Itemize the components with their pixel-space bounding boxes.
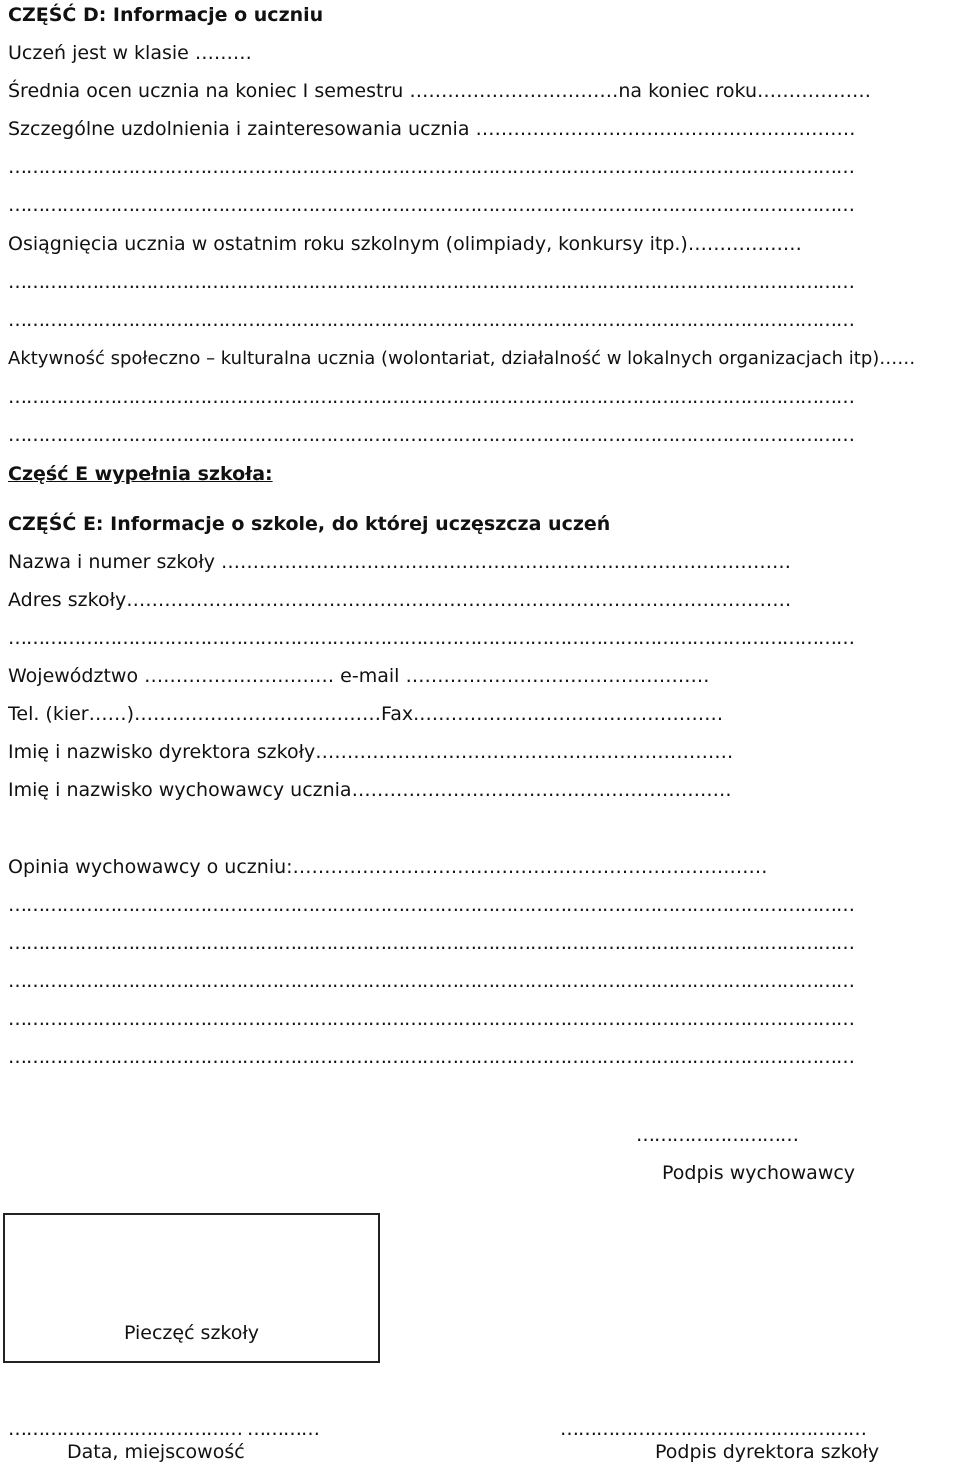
talents-field[interactable]: Szczególne uzdolnienia i zainteresowania ucznia …………………………………………………… [8,118,856,140]
director-name-field[interactable]: Imię i nazwisko dyrektora szkoły………………………………………………………… [8,741,734,763]
director-signature-line[interactable]: …………………………………………… [560,1418,866,1440]
achievements-field[interactable]: Osiągnięcia ucznia w ostatnim roku szkolnym (olimpiady, konkursy itp.)……………… [8,233,802,255]
opinion-dots-line[interactable]: …………………………………………………………………………………………………………………………… [8,970,854,992]
tutor-signature-line[interactable]: ……………………… [636,1124,798,1146]
school-stamp-label: Pieczęć szkoły [123,1322,260,1344]
opinion-dots-line[interactable]: …………………………………………………………………………………………………………………………… [8,932,854,954]
opinion-dots-line[interactable]: …………………………………………………………………………………………………………………………… [8,894,854,916]
activity-dots-2[interactable]: …………………………………………………………………………………………………………………………… [8,424,854,446]
part-d-heading: CZĘŚĆ D: Informacje o uczniu [8,4,324,26]
class-field[interactable]: Uczeń jest w klasie ……… [8,42,252,64]
opinion-field[interactable]: Opinia wychowawcy o uczniu:………………………………………………………………… [8,856,768,878]
talents-dots-1[interactable]: …………………………………………………………………………………………………………………………… [8,156,854,178]
activity-dots-1[interactable]: …………………………………………………………………………………………………………………………… [8,386,854,408]
opinion-dots-line[interactable]: …………………………………………………………………………………………………………………………… [8,1046,854,1068]
date-place-line[interactable]: ………………………………… ………… [8,1418,320,1440]
tutor-name-field[interactable]: Imię i nazwisko wychowawcy ucznia…………………………………………………… [8,779,732,801]
part-e-note: Część E wypełnia szkoła: [8,463,273,485]
director-signature-label: Podpis dyrektora szkoły [655,1441,880,1463]
part-e-heading: CZĘŚĆ E: Informacje o szkole, do której uczęszcza uczeń [8,513,611,535]
school-stamp-box [3,1213,380,1363]
average-field[interactable]: Średnia ocen ucznia na koniec I semestru ……………………………na koniec roku……………… [8,80,872,102]
province-email-field[interactable]: Województwo ………………………… e-mail ………………………………………… [8,665,710,687]
school-address-field[interactable]: Adres szkoły…………………………………………………………………………………………… [8,589,792,611]
talents-dots-2[interactable]: …………………………………………………………………………………………………………………………… [8,194,854,216]
school-name-field[interactable]: Nazwa i numer szkoły ……………………………………………………………………………… [8,551,792,573]
tutor-signature-label: Podpis wychowawcy [662,1162,856,1184]
phone-fax-field[interactable]: Tel. (kier……)…………………………………Fax.………………………………………… [8,703,724,725]
activity-field[interactable]: Aktywność społeczno – kulturalna ucznia (wolontariat, działalność w lokalnych organizacjach itp)…… [8,348,916,369]
achievements-dots-1[interactable]: …………………………………………………………………………………………………………………………… [8,271,854,293]
achievements-dots-2[interactable]: …………………………………………………………………………………………………………………………… [8,309,854,331]
date-place-label: Data, miejscowość [67,1441,245,1463]
opinion-dots-line[interactable]: …………………………………………………………………………………………………………………………… [8,1008,854,1030]
school-address-dots[interactable]: …………………………………………………………………………………………………………………………… [8,627,854,649]
